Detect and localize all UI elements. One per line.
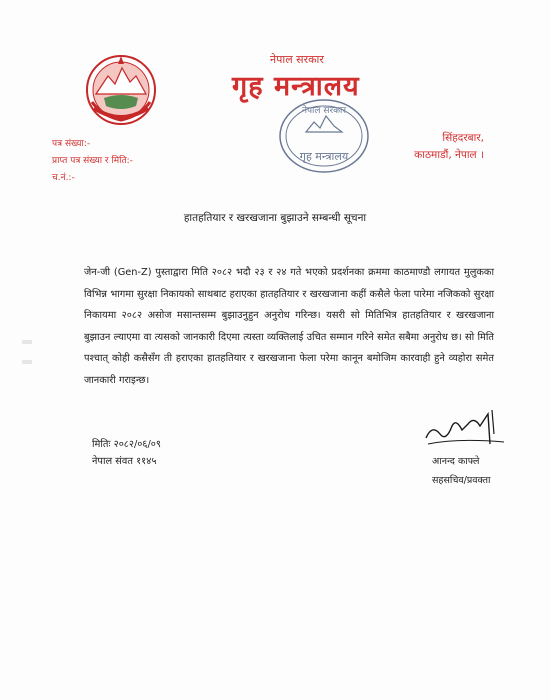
nepal-sambat-line: नेपाल संवत ११४५ bbox=[92, 456, 157, 467]
official-seal-stamp bbox=[276, 96, 372, 176]
letter-meta bbox=[52, 136, 133, 187]
signatory-name: आनन्द काफ्ले bbox=[432, 456, 480, 467]
notice-subject: हातहतियार र खरखजाना बुझाउने सम्बन्धी सूचना bbox=[183, 212, 367, 224]
nepal-emblem-icon bbox=[82, 50, 160, 128]
seal-text-bottom: गृह मन्त्रालय bbox=[299, 150, 349, 163]
office-address bbox=[414, 130, 484, 164]
date-block bbox=[92, 436, 161, 470]
notice-body: जेन-जी (Gen-Z) पुस्ताद्वारा मिति २०८२ भदौ २३ र २४ गते भएको प्रदर्शनका क्रममा काठमाण्डौ लगायत मुलुकका विभिन्न भागमा सुरक्षा निकायको साथबाट हराएका हातहतियार र खरखजाना कहीं कसैले फेला पारेमा नजिकको सुरक्षा निकायमा २०८२ असोज मसान्तसम्म बुझाउनुहुन अनुरोध गरिन्छ। यसरी सो मितिभित्र हातहतियार र खरखजाना बुझाउन ल्याएमा वा त्यसको जानकारी दिएमा त्यस्ता व्यक्तिलाई उचित सम्मान गरिने समेत सबैमा अनुरोध छ। सो मिति पश्चात् कोही कसैसँग ती हराएका हातहतियार र खरखजाना फेला परेमा कानून बमोजिम कारवाही हुने व्यहोरा समेत जानकारी गराइन्छ। bbox=[84, 267, 494, 386]
seal-text-top: नेपाल सरकार bbox=[301, 106, 347, 116]
signatory-block bbox=[432, 452, 491, 490]
address-line-2: काठमाडौं, नेपाल । bbox=[414, 149, 484, 161]
handwritten-signature bbox=[418, 404, 508, 450]
letter-number-label: पत्र संख्या:- bbox=[52, 139, 91, 149]
dispatch-number-label: च.नं.:- bbox=[52, 173, 75, 183]
ministry-title: गृह मन्त्रालय bbox=[232, 71, 360, 102]
address-line-1: सिंहदरबार, bbox=[442, 132, 484, 144]
date-line: मितिः २०८२/०६/०९ bbox=[92, 439, 161, 450]
received-letter-label: प्राप्त पत्र संख्या र मिति:- bbox=[52, 156, 133, 166]
government-title: नेपाल सरकार bbox=[270, 53, 324, 66]
signatory-designation: सहसचिव/प्रवक्ता bbox=[432, 475, 491, 486]
